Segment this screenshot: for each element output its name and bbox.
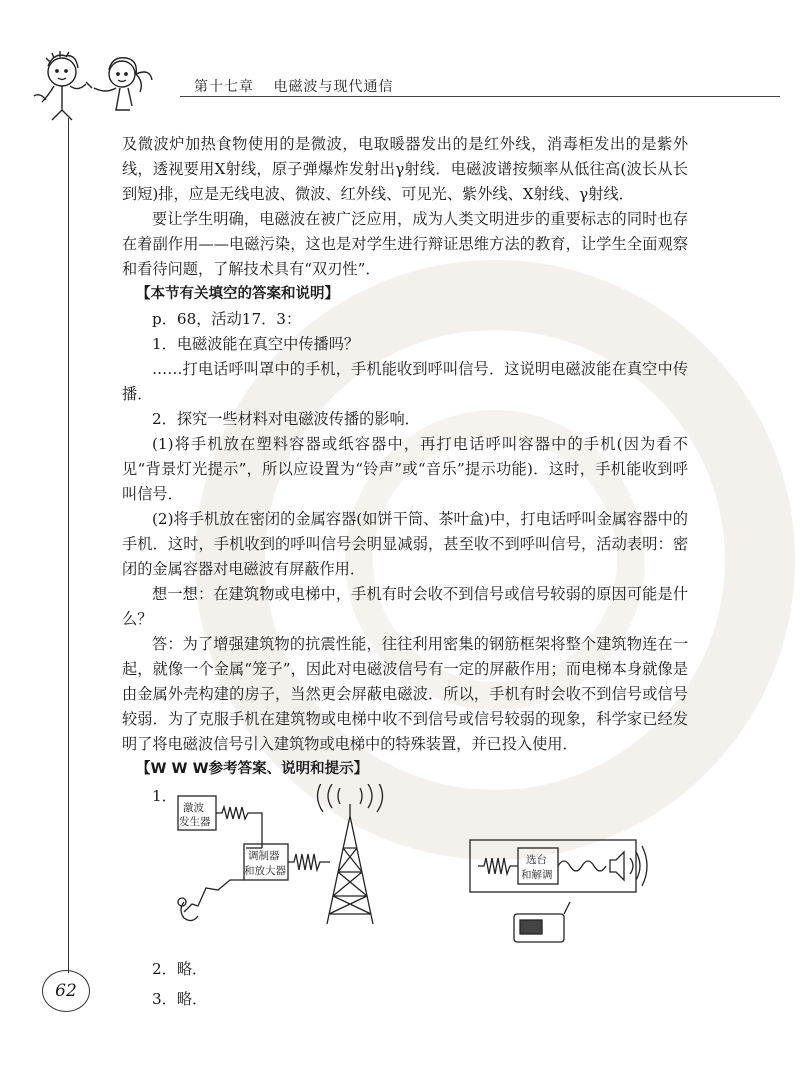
oscillator-label-2: 发生器 — [179, 816, 211, 828]
modulator-label-2: 和放大器 — [244, 865, 286, 877]
page-number — [42, 970, 90, 1012]
paragraph: ……打电话呼叫罩中的手机，手机能收到呼叫信号．这说明电磁波能在真空中传播． — [122, 360, 688, 403]
carrier-wave — [216, 807, 262, 848]
chapter-name: 电磁波与现代通信 — [273, 79, 394, 95]
children-illustration — [20, 44, 170, 124]
paragraph: 答：为了增强建筑物的抗震性能，往往利用密集的钢筋框架将整个建筑物连在一起，就像一个金属“笼子”，因此对电磁波信号有一定的屏蔽作用；而电梯本身就像是由金属外壳构建的房子，当然更会屏蔽电磁波．所以，手机有时会收不到信号或信号较弱．为了克服手机在建筑物或电梯中收不到信号或信号较弱的现象，科学家已经发明了将电磁波信号引入建筑物或电梯中的特殊装置，并已投入使用． — [122, 635, 688, 753]
list-item: 3．略． — [152, 990, 208, 1008]
radio-antenna — [564, 902, 570, 914]
list-item: 2．略． — [152, 960, 208, 978]
paragraph: 要让学生明确，电磁波在被广泛应用，成为人类文明进步的重要标志的同时也存在着副作用——电磁污染，这也是对学生进行辩证思维方法的教育，让学生全面观察和看待问题，了解技术具有“双刃性”． — [122, 210, 688, 278]
chapter-number: 第十七章 — [194, 79, 254, 95]
diagram-svg — [122, 784, 688, 954]
modulator-label-1: 调制器 — [248, 850, 280, 862]
oscillator-label-1: 激波 — [183, 802, 204, 814]
item-number: 1． — [152, 787, 177, 805]
paragraph: p．68，活动17．3： — [152, 310, 302, 328]
chapter-title — [194, 76, 407, 96]
paragraph: 想一想：在建筑物或电梯中，手机有时会收不到信号或信号较弱的原因可能是什么？ — [122, 585, 688, 628]
tuner-label-1: 选台 — [526, 854, 547, 866]
sound-waves-icon — [630, 846, 647, 886]
section-heading: 【本节有关填空的答案和说明】 — [136, 286, 339, 302]
speaker-icon — [610, 852, 624, 880]
margin-rule — [68, 118, 69, 973]
section-heading: 【W W W参考答案、说明和提示】 — [136, 761, 369, 777]
audio-wave — [558, 861, 606, 871]
paragraph: (2)将手机放在密闭的金属容器(如饼干筒、茶叶盒)中，打电话呼叫金属容器中的手机．这时，手机收到的呼叫信号会明显减弱，甚至收不到呼叫信号，活动表明：密闭的金属容器对电磁波有屏蔽作用． — [122, 510, 688, 578]
header-rule — [180, 96, 780, 97]
received-wave — [478, 858, 518, 874]
microphone-cable — [184, 880, 244, 912]
paragraph: 1．电磁波能在真空中传播吗？ — [152, 335, 360, 353]
communication-diagram — [122, 784, 688, 954]
answer-list — [122, 954, 688, 1014]
transmission-tower-icon — [327, 816, 373, 924]
paragraph: (1)将手机放在塑料容器或纸容器中，再打电话呼叫容器中的手机(因为看不见“背景灯光提示”，所以应设置为“铃声”或“音乐”提示功能)．这时，手机能收到呼叫信号． — [122, 435, 688, 503]
page-number-text: 62 — [55, 981, 77, 1001]
tuner-label-2: 和解调 — [521, 869, 553, 881]
modulated-wave — [288, 854, 330, 870]
paragraph: 及微波炉加热食物使用的是微波，电取暖器发出的是红外线，消毒柜发出的是紫外线，透视要用X射线，原子弹爆炸发射出γ射线．电磁波谱按频率从低往高(波长从长到短)排，应是无线电波、微波、红外线、可见光、紫外线、X射线、γ射线． — [122, 135, 688, 203]
radio-dial — [520, 920, 542, 934]
page-body — [122, 132, 688, 1014]
paragraph: 2．探究一些材料对电磁波传播的影响． — [152, 410, 420, 428]
page-header — [20, 40, 780, 130]
